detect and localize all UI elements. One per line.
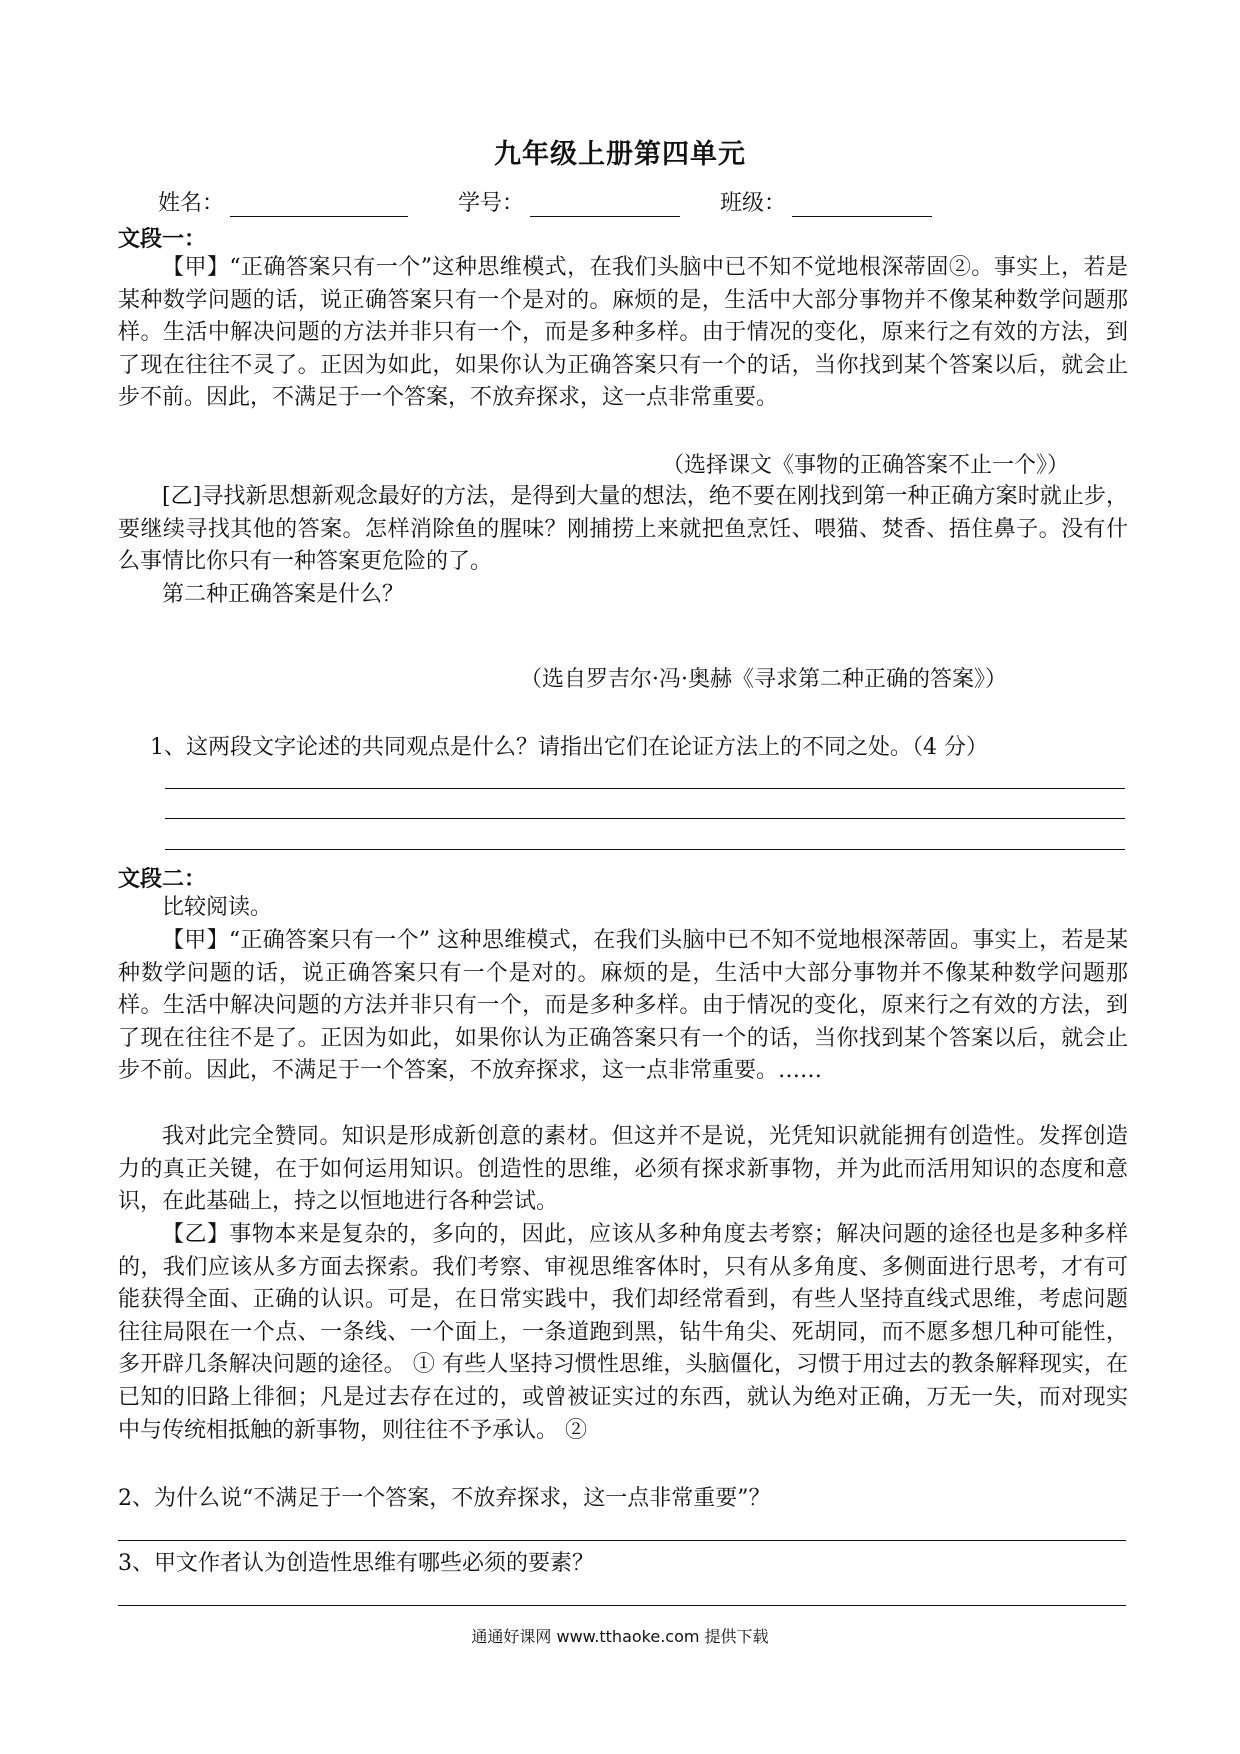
answer-line[interactable] (165, 818, 1125, 819)
section1-label: 文段一： (118, 226, 207, 252)
section1-yi-source: （选自罗吉尔·冯·奥赫《寻求第二种正确的答案》） (520, 667, 1007, 692)
question-1: 1、这两段文字论述的共同观点是什么？请指出它们在论证方法上的不同之处。（4 分） (150, 735, 988, 760)
answer-line[interactable] (165, 849, 1125, 850)
section2-label: 文段二： (118, 866, 207, 892)
class-label: 班级： (720, 191, 787, 216)
student-id-blank[interactable] (530, 216, 680, 217)
section1-passage-yi: [乙]寻找新思想新观念最好的方法，是得到大量的想法，绝不要在刚找到第一种正确方案时就止步，要继续寻找其他的答案。怎样消除鱼的腥味？刚捕捞上来就把鱼烹饪、喂猫、焚香、捂住鼻子。没有什么事情比你只有一种答案更危险的了。 (118, 484, 1128, 575)
name-label: 姓名： (158, 191, 225, 216)
section1-jia-source: （选择课文《事物的正确答案不止一个》） (662, 453, 1070, 478)
section2-passage-jia: 【甲】“正确答案只有一个” 这种思维模式，在我们头脑中已不知不觉地根深蒂固。事实上，若是某种数学问题的话，说正确答案只有一个是对的。麻烦的是，生活中大部分事物并不像某种数学问题那样。生活中解决问题的方法并非只有一个，而是多种多样。由于情况的变化，原来行之有效的方法，到了现在往往不是了。正因为如此，如果你认为正确答案只有一个的话，当你找到某个答案以后，就会止步不前。因此，不满足于一个答案，不放弃探求，这一点非常重要。…… (118, 928, 1128, 1084)
footer-text: 通通好课网 www.tthaoke.com 提供下载 (471, 1627, 769, 1646)
answer-line[interactable] (118, 1605, 1126, 1606)
section1-passage-yi-question: 第二种正确答案是什么？ (162, 582, 405, 607)
section2-intro: 比较阅读。 (162, 895, 273, 920)
section2-passage-jia-comment: 我对此完全赞同。知识是形成新创意的素材。但这并不是说，光凭知识就能拥有创造性。发挥创造力的真正关键，在于如何运用知识。创造性的思维，必须有探求新事物，并为此而活用知识的态度和意识，在此基础上，持之以恒地进行各种尝试。 (118, 1124, 1128, 1215)
section2-passage-yi: 【乙】事物本来是复杂的，多向的，因此，应该从多种角度去考察；解决问题的途径也是多种多样的，我们应该从多方面去探索。我们考察、审视思维客体时，只有从多角度、多侧面进行思考，才有可能获得全面、正确的认识。可是，在日常实践中，我们却经常看到，有些人坚持直线式思维，考虑问题往往局限在一个点、一条线、一个面上，一条道跑到黑，钻牛角尖、死胡同，而不愿多想几种可能性，多开辟几条解决问题的途径。 ① 有些人坚持习惯性思维，头脑僵化，习惯于用过去的教条解释现实，在已知的旧路上徘徊；凡是过去存在过的，或曾被证实过的东西，就认为绝对正确，万无一失，而对现实中与传统相抵触的新事物，则往往不予承认。 ② (118, 1222, 1128, 1443)
answer-line[interactable] (118, 1540, 1126, 1541)
answer-line[interactable] (165, 788, 1125, 789)
section1-passage-jia: 【甲】“正确答案只有一个”这种思维模式，在我们头脑中已不知不觉地根深蒂固②。事实上，若是某种数学问题的话，说正确答案只有一个是对的。麻烦的是，生活中大部分事物并不像某种数学问题那样。生活中解决问题的方法并非只有一个，而是多种多样。由于情况的变化，原来行之有效的方法，到了现在往往不灵了。正因为如此，如果你认为正确答案只有一个的话，当你找到某个答案以后，就会止步不前。因此，不满足于一个答案，不放弃探求，这一点非常重要。 (118, 255, 1128, 411)
student-id-label: 学号： (458, 191, 525, 216)
page-title: 九年级上册第四单元 (494, 139, 746, 170)
question-2: 2、为什么说“不满足于一个答案，不放弃探求，这一点非常重要”？ (118, 1486, 771, 1511)
name-blank[interactable] (230, 216, 408, 217)
class-blank[interactable] (792, 216, 932, 217)
question-3: 3、甲文作者认为创造性思维有哪些必须的要素？ (118, 1551, 594, 1576)
